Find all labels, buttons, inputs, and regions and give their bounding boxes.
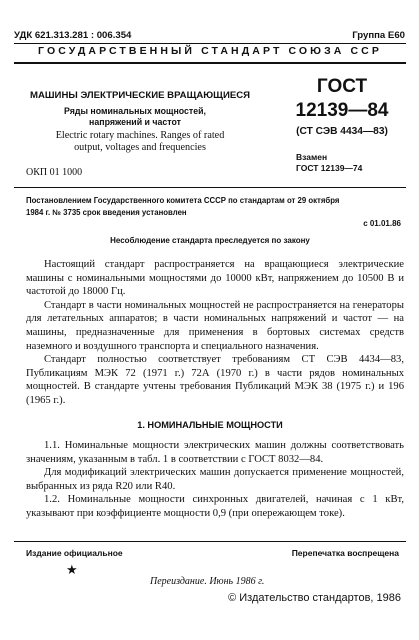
st-sev-reference: (СТ СЭВ 4434—83)	[296, 126, 388, 137]
english-title-line1: Electric rotary machines. Ranges of rated	[55, 130, 225, 141]
legal-warning: Несоблюдение стандарта преследуется по закону	[110, 236, 310, 245]
gost-label: ГОСТ	[316, 76, 368, 97]
star-icon: ★	[66, 562, 78, 577]
intro-paragraph: Стандарт полностью соответствует требованиям СТ СЭВ 4434—83, Публикациям МЭК 72 (1971 г.) 72А (1970 г.) в части рядов номинальных мощностей. В стандарте учтены требования Публикаций МЭК 38 (1975 г.) и 196 (1965 г.).	[26, 354, 404, 406]
decree-line2: 1984 г. № 3735 срок введения установлен	[26, 208, 187, 217]
section-text	[26, 439, 404, 521]
udc-code: УДК 621.313.281 : 006.354	[14, 30, 132, 41]
reissue-note: Переиздание. Июнь 1986 г.	[150, 576, 265, 587]
reprint-prohibited-label: Перепечатка воспрещена	[291, 548, 399, 558]
group-code: Группа Е60	[352, 30, 405, 41]
intro-paragraph: Стандарт в части номинальных мощностей не распространяется на генераторы для летательных аппаратов; в части номинальных напряжений и частот — на машины, предназначенные для применения в бортовых системах средств наземного и воздушного транспорта и специального назначения.	[26, 299, 404, 352]
document-subtitle-line1: Ряды номинальных мощностей,	[64, 106, 206, 116]
intro-paragraph: Настоящий стандарт распространяется на вращающиеся электрические машины с номинальными мощностями до 10000 кВт, напряжением до 10500 В и частотой до 18000 Гц.	[26, 259, 404, 298]
intro-text	[26, 258, 404, 408]
standard-banner: ГОСУДАРСТВЕННЫЙ СТАНДАРТ СОЮЗА ССР	[38, 45, 382, 57]
replaces-label: Взамен	[296, 152, 328, 162]
document-subtitle-line2: напряжений и частот	[89, 117, 181, 127]
english-title-line2: output, voltages and frequencies	[74, 142, 206, 153]
effective-date: с 01.01.86	[363, 219, 401, 228]
section-paragraph: Для модификаций электрических машин допускается применение мощностей, выбранных из ряда R20 или R40.	[26, 467, 404, 492]
copyright-notice: © Издательство стандартов, 1986	[228, 592, 401, 604]
replaces-standard: ГОСТ 12139—74	[296, 163, 363, 173]
section-paragraph: 1.2. Номинальные мощности синхронных двигателей, начиная с 1 кВт, указывают при коэффициенте мощности 0,9 (при опережающем токе).	[26, 494, 404, 519]
section-paragraph: 1.1. Номинальные мощности электрических машин должны соответствовать значениям, указанным в табл. 1 в соответствии с ГОСТ 8032—84.	[26, 440, 404, 465]
section-heading: 1. НОМИНАЛЬНЫЕ МОЩНОСТИ	[137, 420, 283, 430]
footer-rule	[14, 541, 406, 542]
header-rule-bottom	[14, 62, 406, 64]
decree-line1: Постановлением Государственного комитета СССР по стандартам от 29 октября	[26, 196, 340, 205]
header-rule-top	[14, 43, 406, 44]
title-rule	[14, 187, 406, 188]
official-edition-label: Издание официальное	[26, 548, 123, 558]
document-title: МАШИНЫ ЭЛЕКТРИЧЕСКИЕ ВРАЩАЮЩИЕСЯ	[30, 90, 251, 101]
gost-number: 12139—84	[295, 100, 389, 121]
okp-code: ОКП 01 1000	[26, 167, 83, 178]
